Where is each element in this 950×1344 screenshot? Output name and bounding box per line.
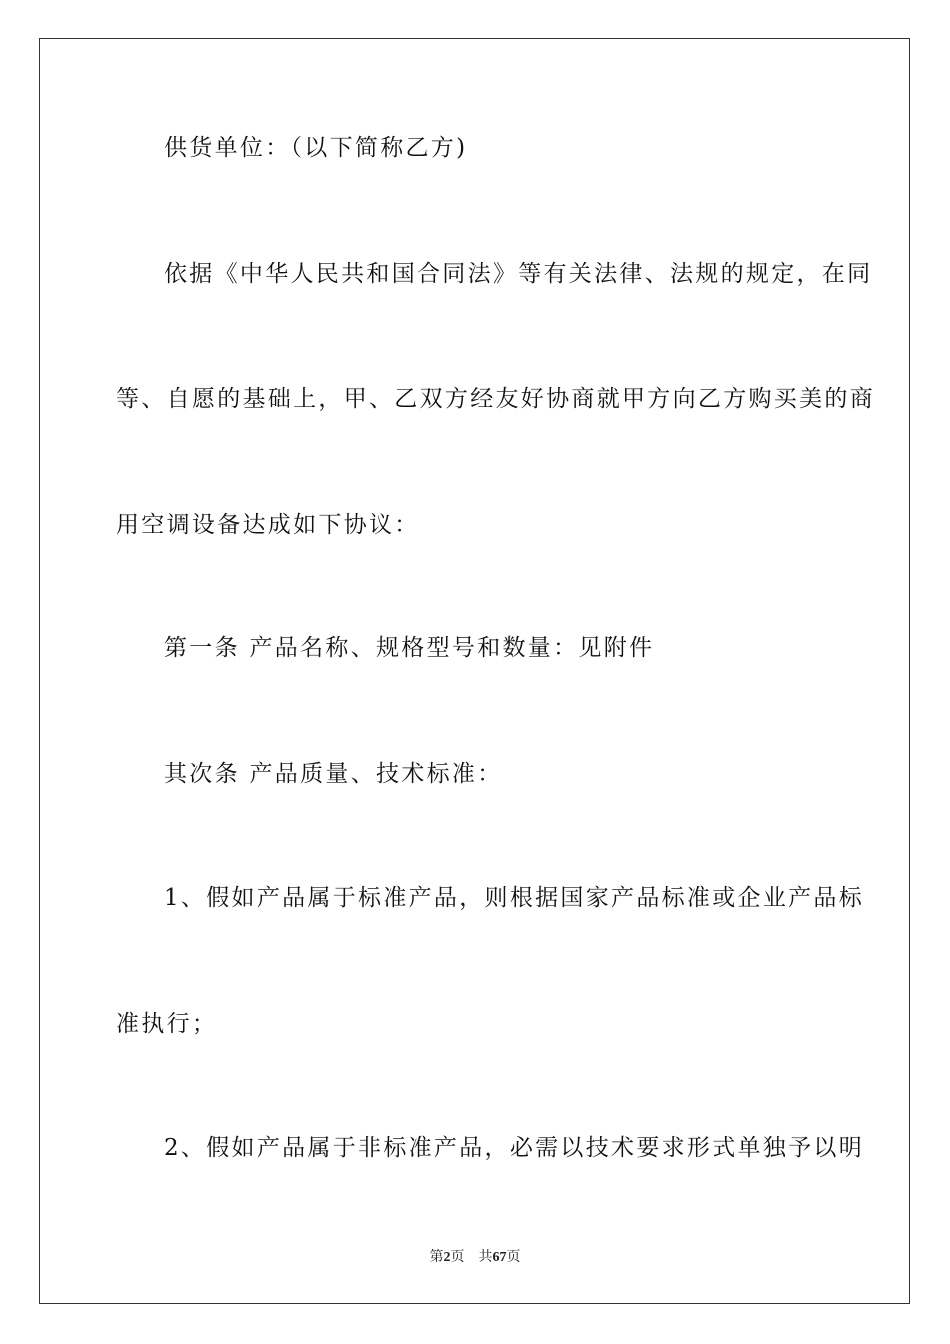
page-number: 2 xyxy=(443,1250,451,1265)
article-two-heading: 其次条 产品质量、技术标准： xyxy=(164,761,503,787)
supplier-line: 供货单位：（以下简称乙方) xyxy=(164,135,468,161)
total-prefix: 共 xyxy=(478,1250,493,1265)
page-footer xyxy=(0,1246,950,1266)
total-pages: 67 xyxy=(492,1250,507,1265)
paragraph-line-2: 等、自愿的基础上，甲、乙双方经友好协商就甲方向乙方购买美的商 xyxy=(116,386,875,412)
page-prefix: 第 xyxy=(429,1250,444,1265)
paragraph-line-1: 依据《中华人民共和国合同法》等有关法律、法规的规定，在同 xyxy=(164,261,873,287)
total-suffix: 页 xyxy=(506,1250,521,1265)
article-one-heading: 第一条 产品名称、规格型号和数量：见附件 xyxy=(164,635,655,661)
page-suffix: 页 xyxy=(450,1250,465,1265)
page-border xyxy=(39,38,910,1304)
clause-1-line-1: 1、假如产品属于标准产品，则根据国家产品标准或企业产品标 xyxy=(164,885,865,911)
paragraph-line-3: 用空调设备达成如下协议： xyxy=(116,512,420,538)
clause-2-line-1: 2、假如产品属于非标准产品，必需以技术要求形式单独予以明 xyxy=(164,1135,865,1161)
clause-1-line-2: 准执行； xyxy=(116,1011,218,1037)
